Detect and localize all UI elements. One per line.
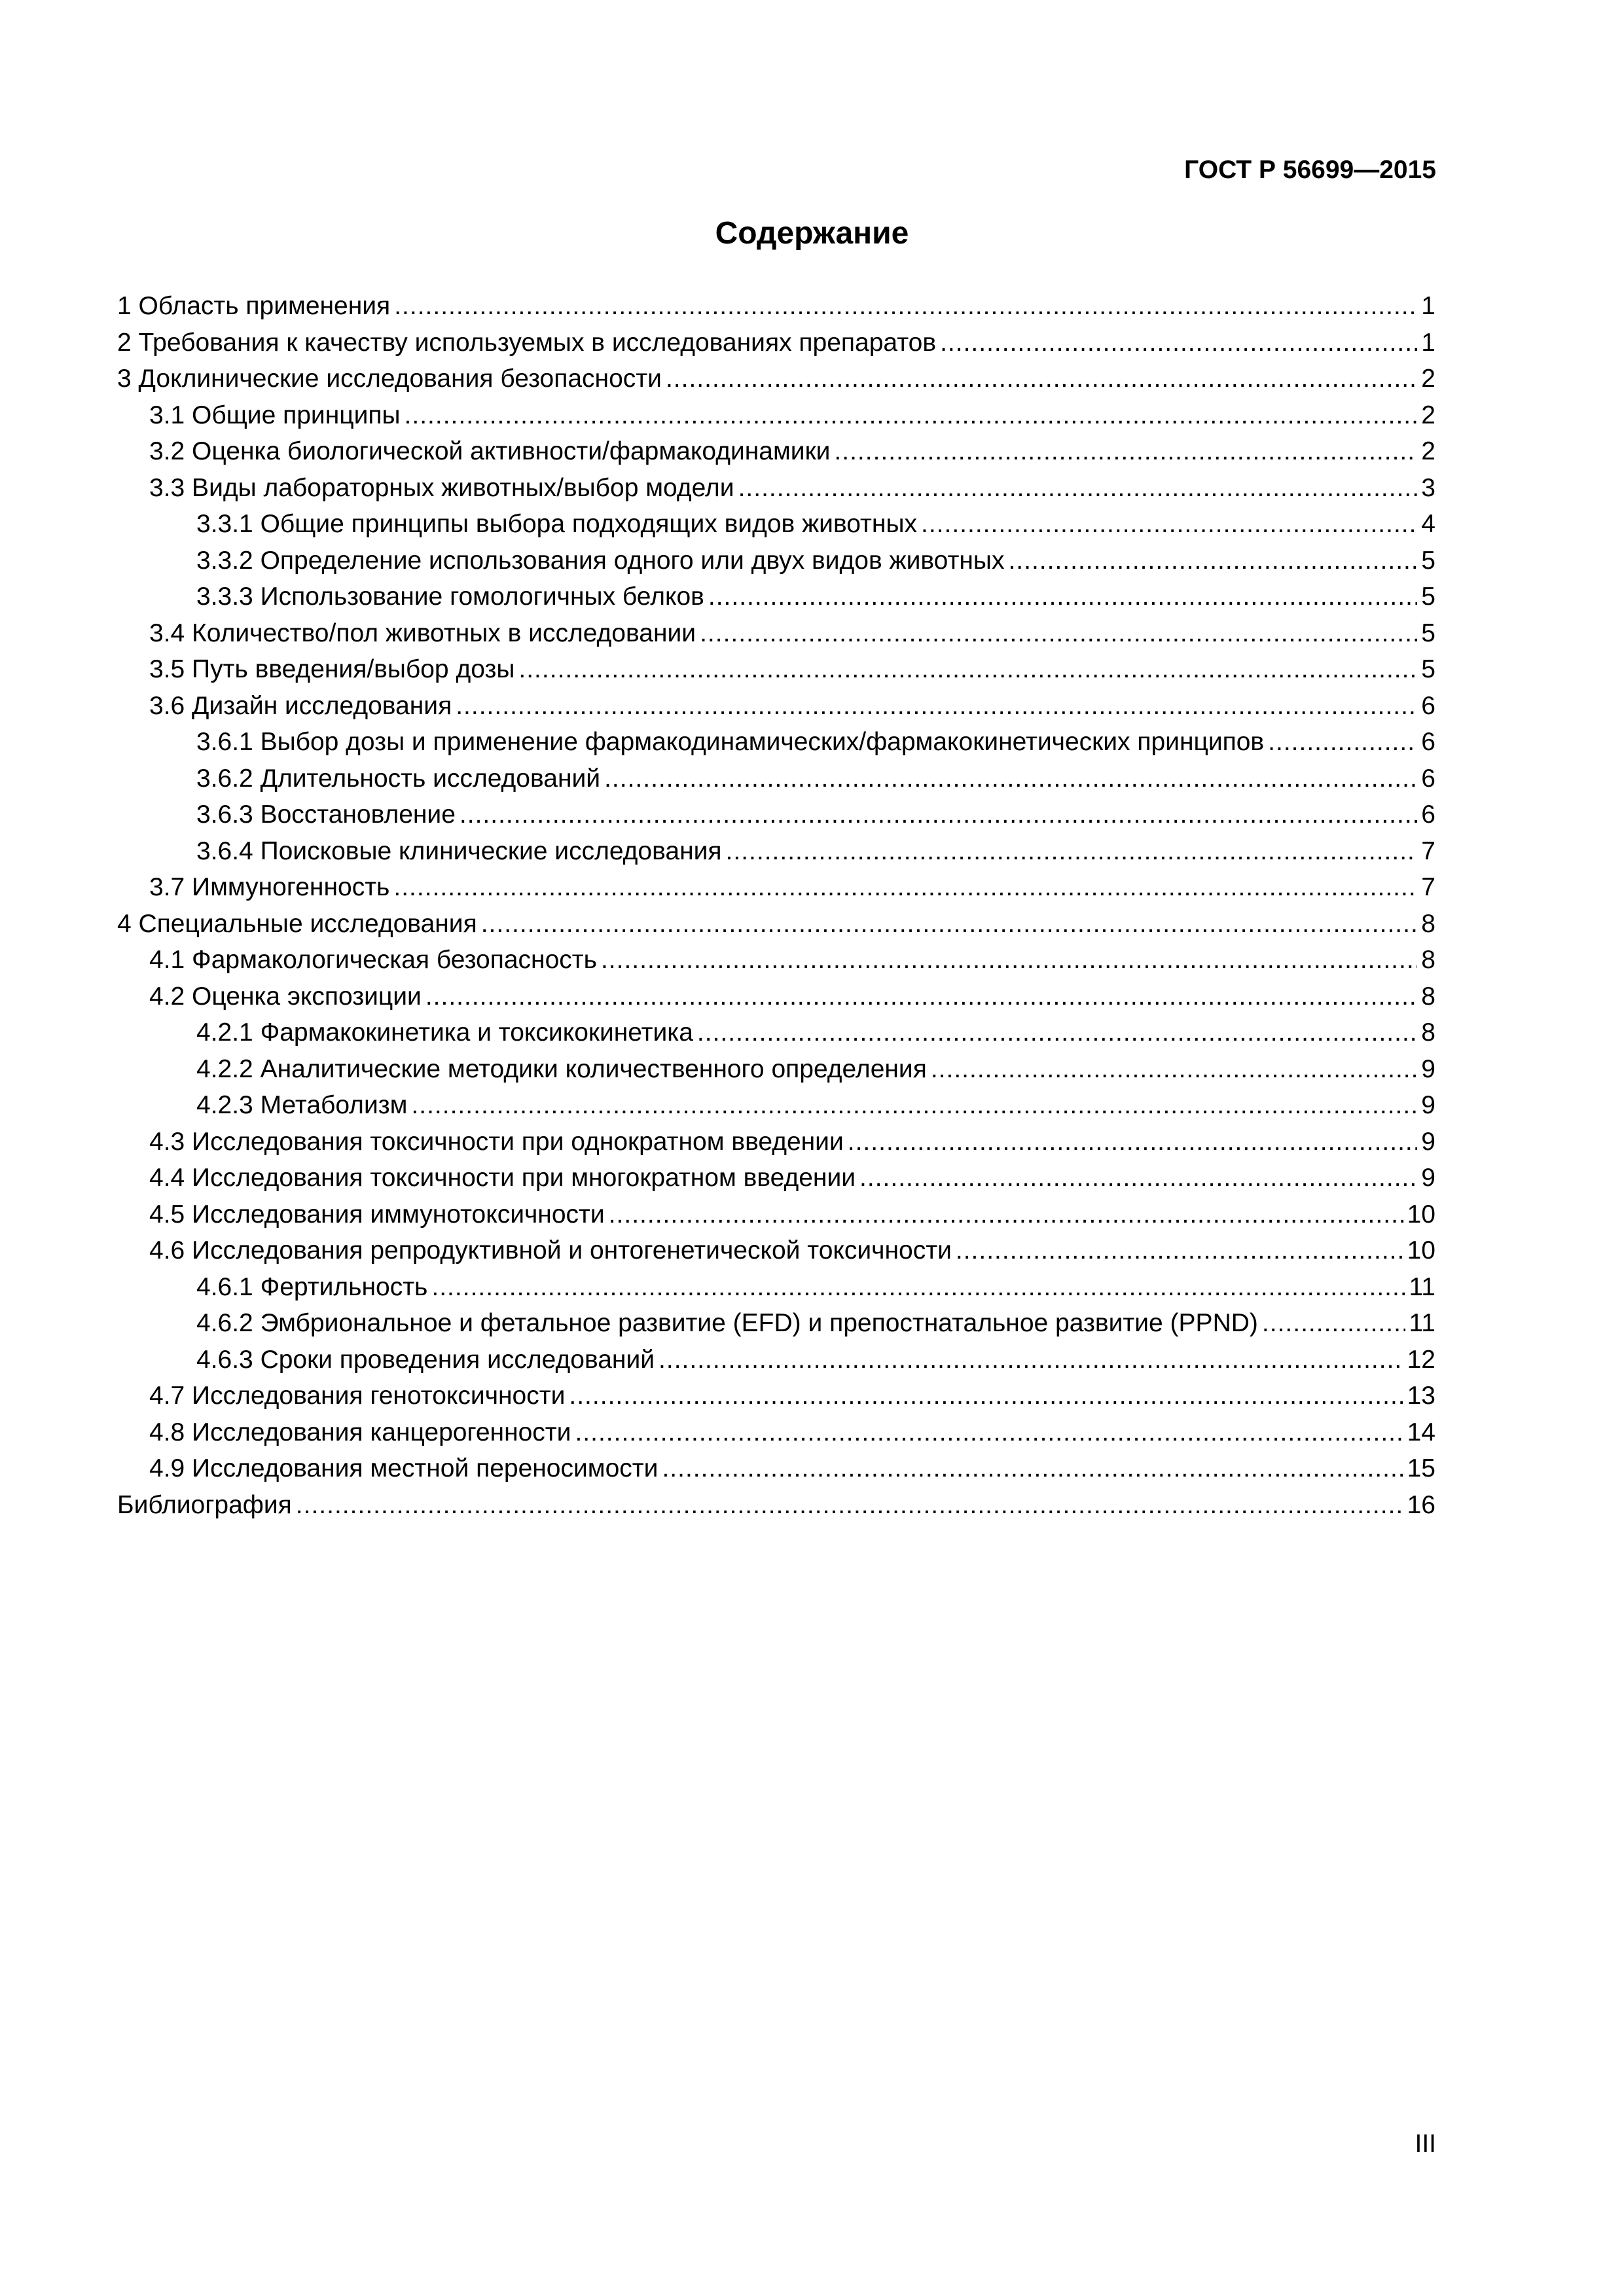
toc-entry[interactable] <box>117 1014 1435 1051</box>
toc-dot-leader <box>575 1414 1403 1451</box>
toc-dot-leader <box>859 1160 1417 1196</box>
toc-dot-leader <box>697 1014 1417 1051</box>
toc-dot-leader <box>659 1342 1403 1378</box>
toc-entry-page: 15 <box>1407 1454 1435 1482</box>
toc-entry[interactable] <box>117 325 1435 361</box>
toc-entry-title: 3.4 Количество/пол животных в исследовании <box>149 619 696 647</box>
toc-entry-title: 4.2 Оценка экспозиции <box>149 982 422 1011</box>
toc-entry[interactable] <box>117 724 1435 761</box>
toc-entry-page: 5 <box>1421 619 1435 647</box>
toc-entry-title: Библиография <box>117 1490 292 1519</box>
toc-dot-leader <box>848 1124 1418 1160</box>
toc-dot-leader <box>708 579 1417 615</box>
toc-entry-title: 4.9 Исследования местной переносимости <box>149 1454 659 1482</box>
toc-entry-page: 8 <box>1421 982 1435 1011</box>
toc-entry-page: 14 <box>1407 1418 1435 1446</box>
table-of-contents <box>117 288 1435 1523</box>
toc-entry-title: 4.4 Исследования токсичности при многократном введении <box>149 1164 856 1192</box>
toc-entry[interactable] <box>117 1232 1435 1269</box>
toc-entry[interactable] <box>117 1487 1435 1524</box>
toc-dot-leader <box>393 869 1417 906</box>
toc-dot-leader <box>940 325 1417 361</box>
page-number: III <box>1415 2130 1436 2158</box>
toc-entry[interactable] <box>117 978 1435 1015</box>
toc-entry-page: 8 <box>1421 909 1435 938</box>
toc-dot-leader <box>700 615 1417 652</box>
toc-entry[interactable] <box>117 688 1435 725</box>
toc-entry-title: 3.6.3 Восстановление <box>196 800 456 829</box>
toc-entry-page: 6 <box>1421 691 1435 720</box>
toc-dot-leader <box>431 1269 1405 1306</box>
toc-dot-leader <box>1268 724 1417 761</box>
toc-entry[interactable] <box>117 1342 1435 1378</box>
toc-entry-title: 4.6.3 Сроки проведения исследований <box>196 1345 655 1374</box>
toc-dot-leader <box>1262 1305 1405 1342</box>
toc-dot-leader <box>569 1378 1403 1414</box>
toc-dot-leader <box>834 433 1417 470</box>
toc-dot-leader <box>296 1487 1403 1524</box>
toc-entry[interactable] <box>117 1160 1435 1196</box>
toc-entry-page: 5 <box>1421 583 1435 611</box>
toc-entry-page: 3 <box>1421 473 1435 502</box>
toc-title: Содержание <box>715 216 909 251</box>
toc-dot-leader <box>662 1450 1403 1487</box>
toc-entry-title: 3 Доклинические исследования безопасности <box>117 365 662 393</box>
toc-dot-leader <box>481 906 1418 942</box>
toc-entry[interactable] <box>117 1305 1435 1342</box>
toc-entry-title: 4.6 Исследования репродуктивной и онтогенетической токсичности <box>149 1236 952 1265</box>
toc-entry-page: 2 <box>1421 437 1435 465</box>
toc-entry[interactable] <box>117 1414 1435 1451</box>
toc-entry[interactable] <box>117 543 1435 579</box>
toc-entry-page: 9 <box>1421 1054 1435 1083</box>
toc-entry-title: 3.6.2 Длительность исследований <box>196 764 601 793</box>
toc-entry[interactable] <box>117 833 1435 870</box>
toc-entry-page: 5 <box>1421 655 1435 683</box>
toc-entry-page: 5 <box>1421 546 1435 575</box>
toc-entry[interactable] <box>117 470 1435 507</box>
toc-dot-leader <box>726 833 1418 870</box>
toc-entry[interactable] <box>117 1269 1435 1306</box>
toc-entry-page: 6 <box>1421 800 1435 829</box>
toc-dot-leader <box>405 397 1418 434</box>
toc-entry-title: 4.6.1 Фертильность <box>196 1272 428 1301</box>
toc-entry-page: 7 <box>1421 873 1435 901</box>
toc-entry-title: 3.3.1 Общие принципы выбора подходящих видов животных <box>196 510 917 538</box>
toc-entry-title: 4 Специальные исследования <box>117 909 477 938</box>
toc-entry-page: 7 <box>1421 836 1435 865</box>
toc-entry[interactable] <box>117 869 1435 906</box>
toc-entry-title: 4.1 Фармакологическая безопасность <box>149 946 597 974</box>
toc-entry[interactable] <box>117 288 1435 325</box>
toc-dot-leader <box>666 361 1417 397</box>
toc-entry-page: 8 <box>1421 1018 1435 1047</box>
toc-entry-title: 4.6.2 Эмбриональное и фетальное развитие (EFD) и препостнатальное развитие (PPND) <box>196 1309 1258 1337</box>
toc-entry-page: 9 <box>1421 1164 1435 1192</box>
toc-entry-title: 2 Требования к качеству используемых в исследованиях препаратов <box>117 328 937 357</box>
toc-entry-title: 3.6.4 Поисковые клинические исследования <box>196 836 722 865</box>
toc-entry-title: 3.7 Иммуногенность <box>149 873 390 901</box>
toc-entry-page: 6 <box>1421 764 1435 793</box>
toc-entry[interactable] <box>117 761 1435 797</box>
toc-entry-title: 1 Область применения <box>117 292 391 320</box>
toc-entry[interactable] <box>117 651 1435 688</box>
toc-entry-title: 4.5 Исследования иммунотоксичности <box>149 1200 605 1229</box>
toc-entry[interactable] <box>117 433 1435 470</box>
toc-entry-page: 11 <box>1409 1309 1435 1337</box>
toc-entry-page: 1 <box>1421 292 1435 320</box>
toc-dot-leader <box>518 651 1417 688</box>
toc-dot-leader <box>604 761 1417 797</box>
toc-entry-page: 8 <box>1421 946 1435 974</box>
toc-entry[interactable] <box>117 1378 1435 1414</box>
toc-entry[interactable] <box>117 1087 1435 1124</box>
toc-entry-title: 4.2.2 Аналитические методики количественного определения <box>196 1054 927 1083</box>
toc-entry-title: 3.3.3 Использование гомологичных белков <box>196 583 704 611</box>
toc-dot-leader <box>394 288 1417 325</box>
toc-dot-leader <box>601 942 1417 978</box>
toc-dot-leader <box>425 978 1417 1015</box>
toc-dot-leader <box>921 506 1417 543</box>
toc-entry-title: 4.2.1 Фармакокинетика и токсикокинетика <box>196 1018 693 1047</box>
toc-dot-leader <box>460 797 1417 833</box>
toc-dot-leader <box>609 1196 1403 1233</box>
toc-entry-page: 16 <box>1407 1490 1435 1519</box>
toc-entry-title: 3.3.2 Определение использования одного или двух видов животных <box>196 546 1005 575</box>
toc-entry[interactable] <box>117 906 1435 942</box>
toc-dot-leader <box>411 1087 1417 1124</box>
toc-entry-title: 3.6.1 Выбор дозы и применение фармакодинамических/фармакокинетических принципов <box>196 728 1265 756</box>
toc-entry[interactable] <box>117 1196 1435 1233</box>
toc-entry-page: 10 <box>1407 1236 1435 1265</box>
toc-dot-leader <box>1008 543 1417 579</box>
toc-entry-page: 10 <box>1407 1200 1435 1229</box>
toc-entry-page: 2 <box>1421 365 1435 393</box>
toc-entry-page: 11 <box>1409 1272 1435 1301</box>
toc-entry-page: 6 <box>1421 728 1435 756</box>
toc-entry-page: 9 <box>1421 1091 1435 1119</box>
toc-dot-leader <box>931 1051 1417 1088</box>
toc-entry-title: 4.3 Исследования токсичности при однократном введении <box>149 1127 844 1156</box>
toc-entry-title: 4.8 Исследования канцерогенности <box>149 1418 571 1446</box>
toc-dot-leader <box>456 688 1417 725</box>
toc-entry-title: 3.5 Путь введения/выбор дозы <box>149 655 515 683</box>
toc-entry-page: 13 <box>1407 1382 1435 1410</box>
toc-entry[interactable] <box>117 1450 1435 1487</box>
toc-entry[interactable] <box>117 797 1435 833</box>
toc-entry[interactable] <box>117 506 1435 543</box>
toc-entry-title: 4.2.3 Метаболизм <box>196 1091 408 1119</box>
standard-designation: ГОСТ Р 56699—2015 <box>1184 156 1436 184</box>
toc-entry[interactable] <box>117 397 1435 434</box>
toc-entry[interactable] <box>117 615 1435 652</box>
toc-entry-page: 4 <box>1421 510 1435 538</box>
toc-entry[interactable] <box>117 1051 1435 1088</box>
toc-entry-page: 1 <box>1421 328 1435 357</box>
toc-entry[interactable] <box>117 361 1435 397</box>
toc-entry-title: 3.6 Дизайн исследования <box>149 691 452 720</box>
toc-entry-title: 3.3 Виды лабораторных животных/выбор модели <box>149 473 734 502</box>
toc-entry-page: 9 <box>1421 1127 1435 1156</box>
toc-dot-leader <box>738 470 1418 507</box>
toc-dot-leader <box>956 1232 1403 1269</box>
toc-entry-page: 12 <box>1407 1345 1435 1374</box>
toc-entry[interactable] <box>117 579 1435 615</box>
toc-entry[interactable] <box>117 1124 1435 1160</box>
toc-entry[interactable] <box>117 942 1435 978</box>
toc-entry-page: 2 <box>1421 401 1435 429</box>
toc-entry-title: 3.2 Оценка биологической активности/фармакодинамики <box>149 437 831 465</box>
toc-entry-title: 4.7 Исследования генотоксичности <box>149 1382 566 1410</box>
toc-entry-title: 3.1 Общие принципы <box>149 401 401 429</box>
